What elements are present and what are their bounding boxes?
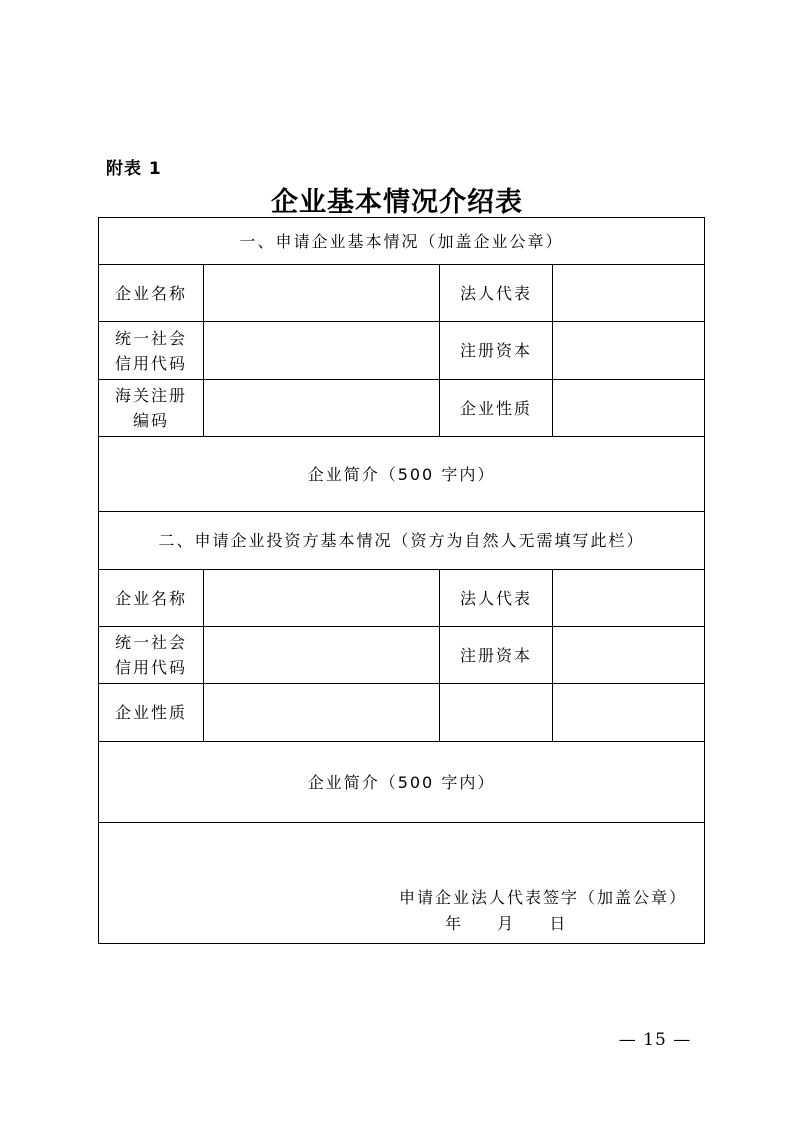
signature-line: 申请企业法人代表签字（加盖公章） bbox=[399, 888, 688, 907]
section1-enterprise-name-field[interactable] bbox=[204, 265, 440, 322]
section2-empty-label-cell bbox=[440, 684, 553, 742]
section2-enterprise-name-label: 企业名称 bbox=[99, 570, 204, 627]
section1-customs-code-field[interactable] bbox=[204, 380, 440, 437]
section1-credit-code-label: 统一社会信用代码 bbox=[99, 322, 204, 380]
section2-legal-rep-label: 法人代表 bbox=[440, 570, 553, 627]
section2-enterprise-type-field[interactable] bbox=[204, 684, 440, 742]
section2-enterprise-type-label: 企业性质 bbox=[99, 684, 204, 742]
document-title: 企业基本情况介绍表 bbox=[271, 187, 523, 218]
section2-registered-capital-field[interactable] bbox=[553, 627, 705, 684]
signature-block bbox=[399, 885, 687, 937]
section1-credit-code-field[interactable] bbox=[204, 322, 440, 380]
section1-enterprise-type-label: 企业性质 bbox=[440, 380, 553, 437]
enterprise-info-form bbox=[98, 217, 705, 944]
signature-cell[interactable] bbox=[99, 823, 705, 944]
section1-registered-capital-field[interactable] bbox=[553, 322, 705, 380]
section2-enterprise-name-field[interactable] bbox=[204, 570, 440, 627]
section1-header: 一、申请企业基本情况（加盖企业公章） bbox=[99, 218, 705, 265]
section2-registered-capital-label: 注册资本 bbox=[440, 627, 553, 684]
page-number: — 15 — bbox=[618, 1030, 692, 1050]
section1-registered-capital-label: 注册资本 bbox=[440, 322, 553, 380]
attachment-label: 附表 1 bbox=[106, 159, 162, 179]
date-day: 日 bbox=[549, 914, 566, 933]
section1-enterprise-name-label: 企业名称 bbox=[99, 265, 204, 322]
section2-credit-code-label: 统一社会信用代码 bbox=[99, 627, 204, 684]
section2-legal-rep-field[interactable] bbox=[553, 570, 705, 627]
section2-credit-code-field[interactable] bbox=[204, 627, 440, 684]
date-month: 月 bbox=[497, 914, 514, 933]
section1-enterprise-type-field[interactable] bbox=[553, 380, 705, 437]
section2-header: 二、申请企业投资方基本情况（资方为自然人无需填写此栏） bbox=[99, 512, 705, 570]
section1-enterprise-intro[interactable]: 企业简介（500 字内） bbox=[99, 437, 705, 512]
section2-enterprise-intro[interactable]: 企业简介（500 字内） bbox=[99, 742, 705, 823]
section2-empty-field[interactable] bbox=[553, 684, 705, 742]
signature-date bbox=[399, 911, 687, 937]
section1-customs-code-label: 海关注册编码 bbox=[99, 380, 204, 437]
date-year: 年 bbox=[445, 914, 462, 933]
section1-legal-rep-field[interactable] bbox=[553, 265, 705, 322]
section1-legal-rep-label: 法人代表 bbox=[440, 265, 553, 322]
